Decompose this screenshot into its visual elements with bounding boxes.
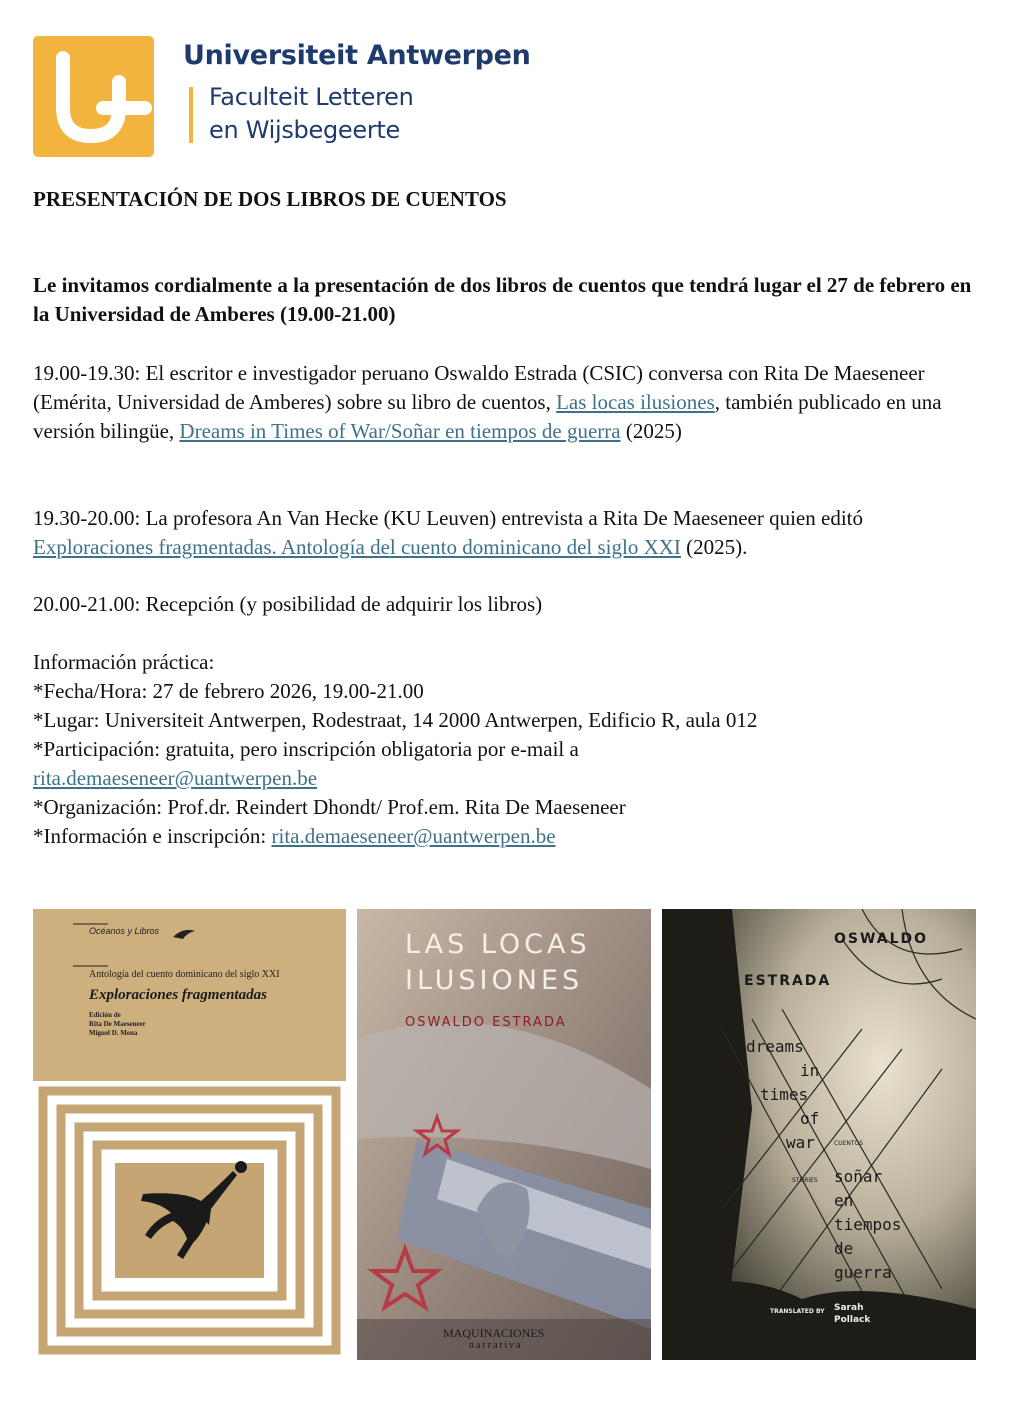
cover3-en-4: of [800,1109,820,1128]
faculty-divider [189,87,193,143]
cover2-author: OSWALDO ESTRADA [405,1015,567,1030]
cover3-author-line2: ESTRADA [744,973,832,989]
program-item-2 [33,504,983,562]
cover1-publisher: Océanos y Libros [89,926,160,936]
cover2-title-line1: LAS LOCAS [405,929,591,960]
book-cover-las-locas-ilusiones [357,909,651,1360]
info-fecha: *Fecha/Hora: 27 de febrero 2026, 19.00-21.00 [33,679,424,703]
program-2-text-b: (2025). [680,535,748,559]
info-participacion: *Participación: gratuita, pero inscripción obligatoria por e-mail a [33,737,579,761]
program-item-1 [33,359,983,446]
email-link-1[interactable]: rita.demaeseneer@uantwerpen.be [33,766,318,790]
cover3-author-line1: OSWALDO [834,931,929,947]
program-1-text-c: (2025) [620,419,682,443]
cover3-translated-by: TRANSLATED BY [770,1308,825,1315]
cover3-en-1: dreams [746,1037,804,1056]
cover3-es-5: guerra [834,1263,892,1282]
cover1-edition: Edición de [89,1011,121,1019]
info-inscripcion: *Información e inscripción: [33,824,272,848]
program-2-text-a: 19.30-20.00: La profesora An Van Hecke (KU Leuven) entrevista a Rita De Maeseneer quien editó [33,506,863,530]
cover1-subtitle: Antología del cuento dominicano del siglo XXI [89,969,280,980]
cover3-en-2: in [800,1061,820,1080]
cover1-title: Exploraciones fragmentadas [89,987,267,1003]
faculty-name-line2: en Wijsbegeerte [209,116,400,144]
program-item-3: 20.00-21.00: Recepción (y posibilidad de adquirir los libros) [33,592,543,616]
cover2-publisher-line2: narrativa [469,1340,523,1351]
university-logo [33,36,154,157]
logo-mark-icon [33,36,154,157]
link-dreams-in-times-of-war[interactable]: Dreams in Times of War/Soñar en tiempos de guerra [179,419,621,443]
practical-info [33,648,983,851]
cover3-es-2: en [834,1191,854,1210]
info-heading: Información práctica: [33,650,215,674]
page-title: PRESENTACIÓN DE DOS LIBROS DE CUENTOS [33,187,507,211]
cover3-es-3: tiempos [834,1215,902,1234]
faculty-name-line1: Faculteit Letteren [209,83,414,111]
program-1-text-b: , también publicado en una versión bilingüe, [33,390,942,443]
program-1-text-a: 19.00-19.30: El escritor e investigador peruano Oswaldo Estrada (CSIC) conversa con Rita De Maeseneer (Emérita, Universidad de Amberes) sobre su libro de cuentos, [33,361,925,414]
cover3-translator-line1: Sarah [834,1303,864,1313]
cover3-translator-line2: Pollack [834,1315,871,1325]
cover2-publisher: MAQUINACIONES [443,1326,545,1340]
info-lugar: *Lugar: Universiteit Antwerpen, Rodestraat, 14 2000 Antwerpen, Edificio R, aula 012 [33,708,758,732]
link-exploraciones-fragmentadas[interactable]: Exploraciones fragmentadas. Antología del cuento dominicano del siglo XXI [33,535,681,559]
cover3-stories-label: STORIES [792,1177,818,1184]
cover1-editor2: Miguel D. Mena [89,1029,138,1037]
intro-text: Le invitamos cordialmente a la presentación de dos libros de cuentos que tendrá lugar el 27 de febrero en la Universidad de Amberes (19.00-21.00) [33,273,972,326]
cover3-cuentos-label: CUENTOS [834,1140,864,1147]
cover3-en-5: war [786,1133,815,1152]
cover3-en-3: times [760,1085,809,1104]
link-las-locas-ilusiones[interactable]: Las locas ilusiones [556,390,715,414]
cover3-es-4: de [834,1239,854,1258]
book-cover-exploraciones [33,909,346,1360]
email-link-2[interactable]: rita.demaeseneer@uantwerpen.be [271,824,556,848]
university-name: Universiteit Antwerpen [183,40,531,71]
book-cover-dreams-in-times-of-war [662,909,976,1360]
cover1-editor1: Rita De Maeseneer [89,1020,146,1028]
cover3-es-1: soñar [834,1167,883,1186]
info-organizacion: *Organización: Prof.dr. Reindert Dhondt/ Prof.em. Rita De Maeseneer [33,795,626,819]
cover2-title-line2: ILUSIONES [405,965,584,996]
